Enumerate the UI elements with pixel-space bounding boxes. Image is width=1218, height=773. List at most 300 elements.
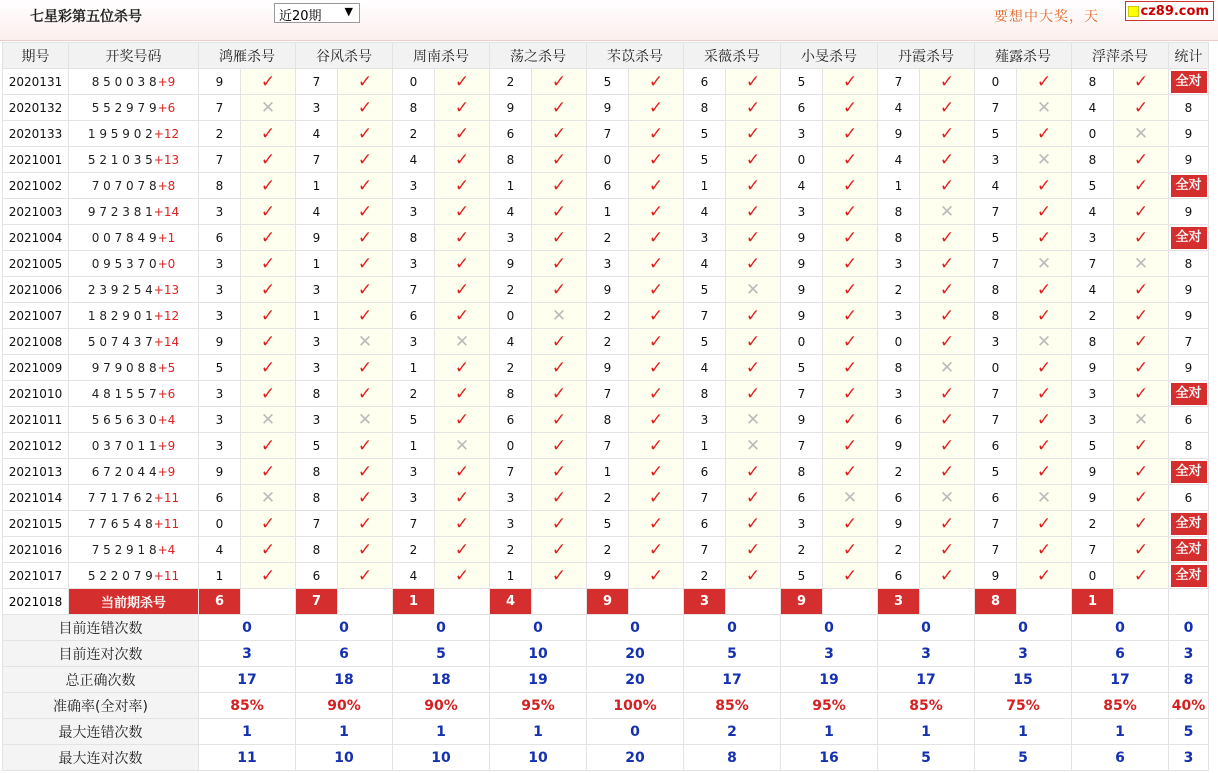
kill-number: 9	[1072, 485, 1114, 511]
current-kill-label: 当前期杀号	[69, 589, 199, 615]
kill-number: 2	[878, 537, 920, 563]
draw-digits: 0 3 7 0 1 1	[91, 438, 157, 453]
kill-number: 7	[975, 381, 1017, 407]
check-icon: ✓	[551, 461, 567, 482]
check-icon: ✓	[939, 539, 955, 560]
result-cell	[1017, 459, 1072, 485]
empty-cell	[726, 589, 781, 615]
check-icon: ✓	[745, 357, 761, 378]
result-cell	[823, 511, 878, 537]
row-period: 2021010	[3, 381, 69, 407]
result-cell	[920, 303, 975, 329]
result-cell	[629, 537, 684, 563]
row-draw-numbers	[69, 303, 199, 329]
stat-count: 6	[1184, 412, 1193, 427]
result-cell	[726, 511, 781, 537]
result-cell	[920, 485, 975, 511]
summary-value: 17	[684, 667, 781, 693]
result-cell	[920, 173, 975, 199]
result-cell	[726, 147, 781, 173]
kill-number: 8	[684, 95, 726, 121]
result-cell	[338, 407, 393, 433]
result-cell	[532, 563, 587, 589]
kill-number: 3	[878, 303, 920, 329]
check-icon: ✓	[551, 383, 567, 404]
summary-value: 17	[1072, 667, 1169, 693]
result-cell	[338, 433, 393, 459]
row-period: 2021013	[3, 459, 69, 485]
all-correct-badge: 全对	[1171, 227, 1207, 249]
result-cell	[241, 485, 296, 511]
result-cell	[1017, 147, 1072, 173]
kill-number: 8	[684, 381, 726, 407]
draw-digits: 1 8 2 9 0 1	[87, 308, 153, 323]
summary-value: 3	[878, 641, 975, 667]
result-cell	[532, 251, 587, 277]
check-icon: ✓	[648, 305, 664, 326]
kill-number: 3	[1072, 407, 1114, 433]
summary-value: 0	[393, 615, 490, 641]
kill-number: 8	[781, 459, 823, 485]
check-icon: ✓	[1133, 279, 1149, 300]
table-row	[3, 511, 1209, 537]
result-cell	[338, 199, 393, 225]
check-icon: ✓	[357, 201, 373, 222]
table-row	[3, 95, 1209, 121]
draw-digits: 5 2 1 0 3 5	[87, 152, 153, 167]
summary-label: 最大连错次数	[3, 719, 199, 745]
check-icon: ✓	[1133, 331, 1149, 352]
cross-icon: ✕	[745, 435, 761, 456]
kill-number: 9	[781, 277, 823, 303]
kill-number: 7	[878, 69, 920, 95]
check-icon: ✓	[357, 71, 373, 92]
kill-number: 1	[878, 173, 920, 199]
kill-number: 6	[878, 563, 920, 589]
check-icon: ✓	[1133, 461, 1149, 482]
result-cell	[1114, 381, 1169, 407]
check-icon: ✓	[939, 331, 955, 352]
check-icon: ✓	[842, 71, 858, 92]
result-cell	[241, 303, 296, 329]
kill-number: 9	[490, 251, 532, 277]
summary-value: 10	[296, 745, 393, 771]
kill-number: 2	[490, 355, 532, 381]
check-icon: ✓	[454, 253, 470, 274]
summary-value: 95%	[781, 693, 878, 719]
kill-number: 5	[684, 329, 726, 355]
column-header-expert[interactable]: 小旻杀号	[781, 43, 878, 69]
kill-number: 7	[781, 433, 823, 459]
row-period: 2021012	[3, 433, 69, 459]
summary-row	[3, 615, 1209, 641]
result-cell	[1114, 251, 1169, 277]
result-cell	[629, 563, 684, 589]
check-icon: ✓	[648, 201, 664, 222]
kill-number: 7	[199, 147, 241, 173]
check-icon: ✓	[454, 201, 470, 222]
summary-value: 6	[296, 641, 393, 667]
kill-number: 4	[296, 121, 338, 147]
summary-value: 85%	[1072, 693, 1169, 719]
column-header-expert[interactable]: 鸿雁杀号	[199, 43, 296, 69]
result-cell	[435, 173, 490, 199]
empty-cell	[629, 589, 684, 615]
column-header-expert[interactable]: 谷风杀号	[296, 43, 393, 69]
column-header-period: 期号	[3, 43, 69, 69]
cross-icon: ✕	[1133, 253, 1149, 274]
result-cell	[1017, 381, 1072, 407]
kill-number: 9	[296, 225, 338, 251]
result-cell	[823, 407, 878, 433]
check-icon: ✓	[939, 513, 955, 534]
row-period: 2021005	[3, 251, 69, 277]
cross-icon: ✕	[745, 409, 761, 430]
kill-number: 2	[781, 537, 823, 563]
check-icon: ✓	[842, 435, 858, 456]
check-icon: ✓	[939, 409, 955, 430]
summary-value: 95%	[490, 693, 587, 719]
kill-number: 0	[781, 329, 823, 355]
check-icon: ✓	[1133, 175, 1149, 196]
check-icon: ✓	[357, 305, 373, 326]
column-header-expert[interactable]: 荡之杀号	[490, 43, 587, 69]
kill-number: 8	[878, 199, 920, 225]
draw-digits: 5 2 2 0 7 9	[87, 568, 153, 583]
kill-number: 7	[975, 407, 1017, 433]
kill-number: 0	[1072, 121, 1114, 147]
summary-value: 20	[587, 667, 684, 693]
check-icon: ✓	[1133, 305, 1149, 326]
kill-number: 6	[684, 69, 726, 95]
result-cell	[435, 95, 490, 121]
check-icon: ✓	[551, 357, 567, 378]
summary-value: 75%	[975, 693, 1072, 719]
summary-value: 5	[393, 641, 490, 667]
check-icon: ✓	[842, 175, 858, 196]
result-cell	[920, 69, 975, 95]
check-icon: ✓	[1036, 565, 1052, 586]
result-cell	[1017, 277, 1072, 303]
kill-number: 5	[684, 147, 726, 173]
summary-value: 5	[975, 745, 1072, 771]
kill-number: 9	[781, 251, 823, 277]
check-icon: ✓	[939, 435, 955, 456]
row-draw-numbers	[69, 251, 199, 277]
result-cell	[532, 433, 587, 459]
result-cell	[435, 199, 490, 225]
check-icon: ✓	[1133, 513, 1149, 534]
summary-value: 18	[296, 667, 393, 693]
kill-number: 4	[199, 537, 241, 563]
kill-number: 5	[393, 407, 435, 433]
summary-value: 20	[587, 641, 684, 667]
table-row	[3, 303, 1209, 329]
summary-label: 最大连对次数	[3, 745, 199, 771]
result-cell	[435, 69, 490, 95]
row-period: 2021017	[3, 563, 69, 589]
kill-number: 2	[393, 381, 435, 407]
result-cell	[338, 485, 393, 511]
check-icon: ✓	[260, 175, 276, 196]
cross-icon: ✕	[842, 487, 858, 508]
check-icon: ✓	[842, 279, 858, 300]
kill-number: 9	[975, 563, 1017, 589]
check-icon: ✓	[551, 565, 567, 586]
result-cell	[1114, 121, 1169, 147]
kill-number: 7	[587, 381, 629, 407]
check-icon: ✓	[551, 149, 567, 170]
kill-number: 5	[296, 433, 338, 459]
result-cell	[823, 199, 878, 225]
kill-number: 5	[587, 511, 629, 537]
summary-stat: 3	[1169, 641, 1209, 667]
check-icon: ✓	[939, 123, 955, 144]
site-logo[interactable]	[1125, 1, 1215, 21]
page-header	[0, 0, 1218, 41]
result-cell	[1017, 407, 1072, 433]
result-cell	[1114, 69, 1169, 95]
period-range-value: 近20期	[279, 9, 322, 24]
summary-label: 准确率(全对率)	[3, 693, 199, 719]
result-cell	[629, 69, 684, 95]
current-kill-number: 4	[490, 589, 532, 615]
kill-number: 7	[393, 277, 435, 303]
table-row	[3, 355, 1209, 381]
result-cell	[241, 355, 296, 381]
summary-value: 2	[684, 719, 781, 745]
check-icon: ✓	[357, 175, 373, 196]
cross-icon: ✕	[260, 97, 276, 118]
row-draw-numbers	[69, 199, 199, 225]
kill-number: 5	[1072, 433, 1114, 459]
table-row	[3, 277, 1209, 303]
kill-number: 7	[296, 69, 338, 95]
row-draw-numbers	[69, 121, 199, 147]
result-cell	[920, 329, 975, 355]
kill-number: 8	[393, 95, 435, 121]
check-icon: ✓	[454, 123, 470, 144]
result-cell	[629, 303, 684, 329]
kill-number: 3	[1072, 381, 1114, 407]
check-icon: ✓	[745, 565, 761, 586]
kill-number: 5	[975, 121, 1017, 147]
empty-cell	[920, 589, 975, 615]
kill-number: 8	[975, 277, 1017, 303]
draw-digits: 7 7 1 7 6 2	[87, 490, 153, 505]
result-cell	[1114, 511, 1169, 537]
check-icon: ✓	[1036, 279, 1052, 300]
kill-number: 7	[296, 147, 338, 173]
check-icon: ✓	[745, 383, 761, 404]
kill-number: 0	[490, 303, 532, 329]
row-stat	[1169, 277, 1209, 303]
cross-icon: ✕	[1036, 149, 1052, 170]
kill-number: 1	[587, 199, 629, 225]
result-cell	[1114, 173, 1169, 199]
kill-number: 3	[490, 511, 532, 537]
column-header-expert[interactable]: 丹霞杀号	[878, 43, 975, 69]
result-cell	[629, 355, 684, 381]
column-header-expert[interactable]: 芣苡杀号	[587, 43, 684, 69]
check-icon: ✓	[648, 461, 664, 482]
result-cell	[1114, 303, 1169, 329]
result-cell	[823, 433, 878, 459]
kill-number: 8	[490, 381, 532, 407]
result-cell	[823, 277, 878, 303]
result-cell	[1114, 199, 1169, 225]
kill-number: 0	[878, 329, 920, 355]
kill-number: 5	[199, 355, 241, 381]
check-icon: ✓	[745, 331, 761, 352]
cross-icon: ✕	[1036, 253, 1052, 274]
kill-number: 3	[587, 251, 629, 277]
kill-number: 6	[684, 459, 726, 485]
result-cell	[532, 511, 587, 537]
draw-sum: +11	[153, 490, 180, 505]
check-icon: ✓	[939, 565, 955, 586]
summary-stat: 8	[1169, 667, 1209, 693]
result-cell	[338, 511, 393, 537]
result-cell	[726, 433, 781, 459]
table-row	[3, 537, 1209, 563]
kill-number: 7	[975, 251, 1017, 277]
kill-number: 3	[199, 199, 241, 225]
kill-number: 8	[296, 381, 338, 407]
kill-number: 9	[199, 459, 241, 485]
check-icon: ✓	[842, 97, 858, 118]
summary-value: 1	[490, 719, 587, 745]
check-icon: ✓	[939, 305, 955, 326]
all-correct-badge: 全对	[1171, 175, 1207, 197]
result-cell	[920, 225, 975, 251]
check-icon: ✓	[745, 461, 761, 482]
result-cell	[920, 277, 975, 303]
check-icon: ✓	[357, 487, 373, 508]
check-icon: ✓	[454, 513, 470, 534]
check-icon: ✓	[454, 71, 470, 92]
cross-icon: ✕	[1133, 409, 1149, 430]
summary-value: 20	[587, 745, 684, 771]
result-cell	[1017, 485, 1072, 511]
result-cell	[241, 277, 296, 303]
check-icon: ✓	[551, 409, 567, 430]
kill-number: 3	[296, 407, 338, 433]
kill-number: 7	[684, 485, 726, 511]
result-cell	[532, 407, 587, 433]
result-cell	[338, 121, 393, 147]
row-period: 2021003	[3, 199, 69, 225]
result-cell	[726, 95, 781, 121]
draw-sum: +14	[153, 334, 180, 349]
check-icon: ✓	[357, 435, 373, 456]
result-cell	[532, 355, 587, 381]
check-icon: ✓	[1036, 175, 1052, 196]
column-header-expert[interactable]: 采薇杀号	[684, 43, 781, 69]
result-cell	[823, 69, 878, 95]
current-kill-number: 7	[296, 589, 338, 615]
result-cell	[823, 381, 878, 407]
check-icon: ✓	[842, 539, 858, 560]
check-icon: ✓	[842, 123, 858, 144]
check-icon: ✓	[260, 253, 276, 274]
check-icon: ✓	[260, 149, 276, 170]
kill-number: 1	[490, 173, 532, 199]
empty-cell	[823, 589, 878, 615]
kill-number: 5	[587, 69, 629, 95]
kill-number: 9	[587, 355, 629, 381]
draw-digits: 5 6 5 6 3 0	[91, 412, 157, 427]
kill-number: 3	[393, 459, 435, 485]
check-icon: ✓	[842, 409, 858, 430]
row-draw-numbers	[69, 433, 199, 459]
result-cell	[1017, 199, 1072, 225]
empty-cell	[1169, 589, 1209, 615]
result-cell	[241, 121, 296, 147]
row-draw-numbers	[69, 563, 199, 589]
kill-number: 9	[878, 511, 920, 537]
result-cell	[241, 433, 296, 459]
check-icon: ✓	[648, 175, 664, 196]
draw-sum: +0	[157, 256, 176, 271]
draw-sum: +13	[153, 152, 180, 167]
kill-number: 1	[587, 459, 629, 485]
check-icon: ✓	[842, 461, 858, 482]
check-icon: ✓	[357, 279, 373, 300]
kill-number: 4	[393, 147, 435, 173]
result-cell	[629, 511, 684, 537]
draw-digits: 9 7 2 3 8 1	[87, 204, 153, 219]
summary-value: 6	[1072, 641, 1169, 667]
period-range-select[interactable]	[274, 3, 360, 23]
kill-number: 6	[587, 173, 629, 199]
column-header-expert[interactable]: 周南杀号	[393, 43, 490, 69]
summary-stat: 3	[1169, 745, 1209, 771]
summary-value: 17	[199, 667, 296, 693]
summary-value: 1	[1072, 719, 1169, 745]
kill-number: 1	[490, 563, 532, 589]
kill-number: 3	[199, 407, 241, 433]
check-icon: ✓	[551, 175, 567, 196]
draw-sum: +14	[153, 204, 180, 219]
kill-number: 6	[781, 95, 823, 121]
summary-value: 18	[393, 667, 490, 693]
result-cell	[435, 121, 490, 147]
result-cell	[532, 329, 587, 355]
row-draw-numbers	[69, 459, 199, 485]
table-row	[3, 459, 1209, 485]
result-cell	[338, 459, 393, 485]
column-header-expert[interactable]: 浮萍杀号	[1072, 43, 1169, 69]
result-cell	[629, 277, 684, 303]
result-cell	[532, 277, 587, 303]
kill-number: 4	[296, 199, 338, 225]
row-draw-numbers	[69, 381, 199, 407]
check-icon: ✓	[260, 383, 276, 404]
check-icon: ✓	[648, 487, 664, 508]
result-cell	[629, 251, 684, 277]
check-icon: ✓	[260, 305, 276, 326]
column-header-expert[interactable]: 薤露杀号	[975, 43, 1072, 69]
row-draw-numbers	[69, 147, 199, 173]
summary-value: 17	[878, 667, 975, 693]
summary-value: 0	[296, 615, 393, 641]
result-cell	[241, 537, 296, 563]
table-row	[3, 563, 1209, 589]
kill-number: 0	[1072, 563, 1114, 589]
result-cell	[435, 459, 490, 485]
result-cell	[1017, 173, 1072, 199]
